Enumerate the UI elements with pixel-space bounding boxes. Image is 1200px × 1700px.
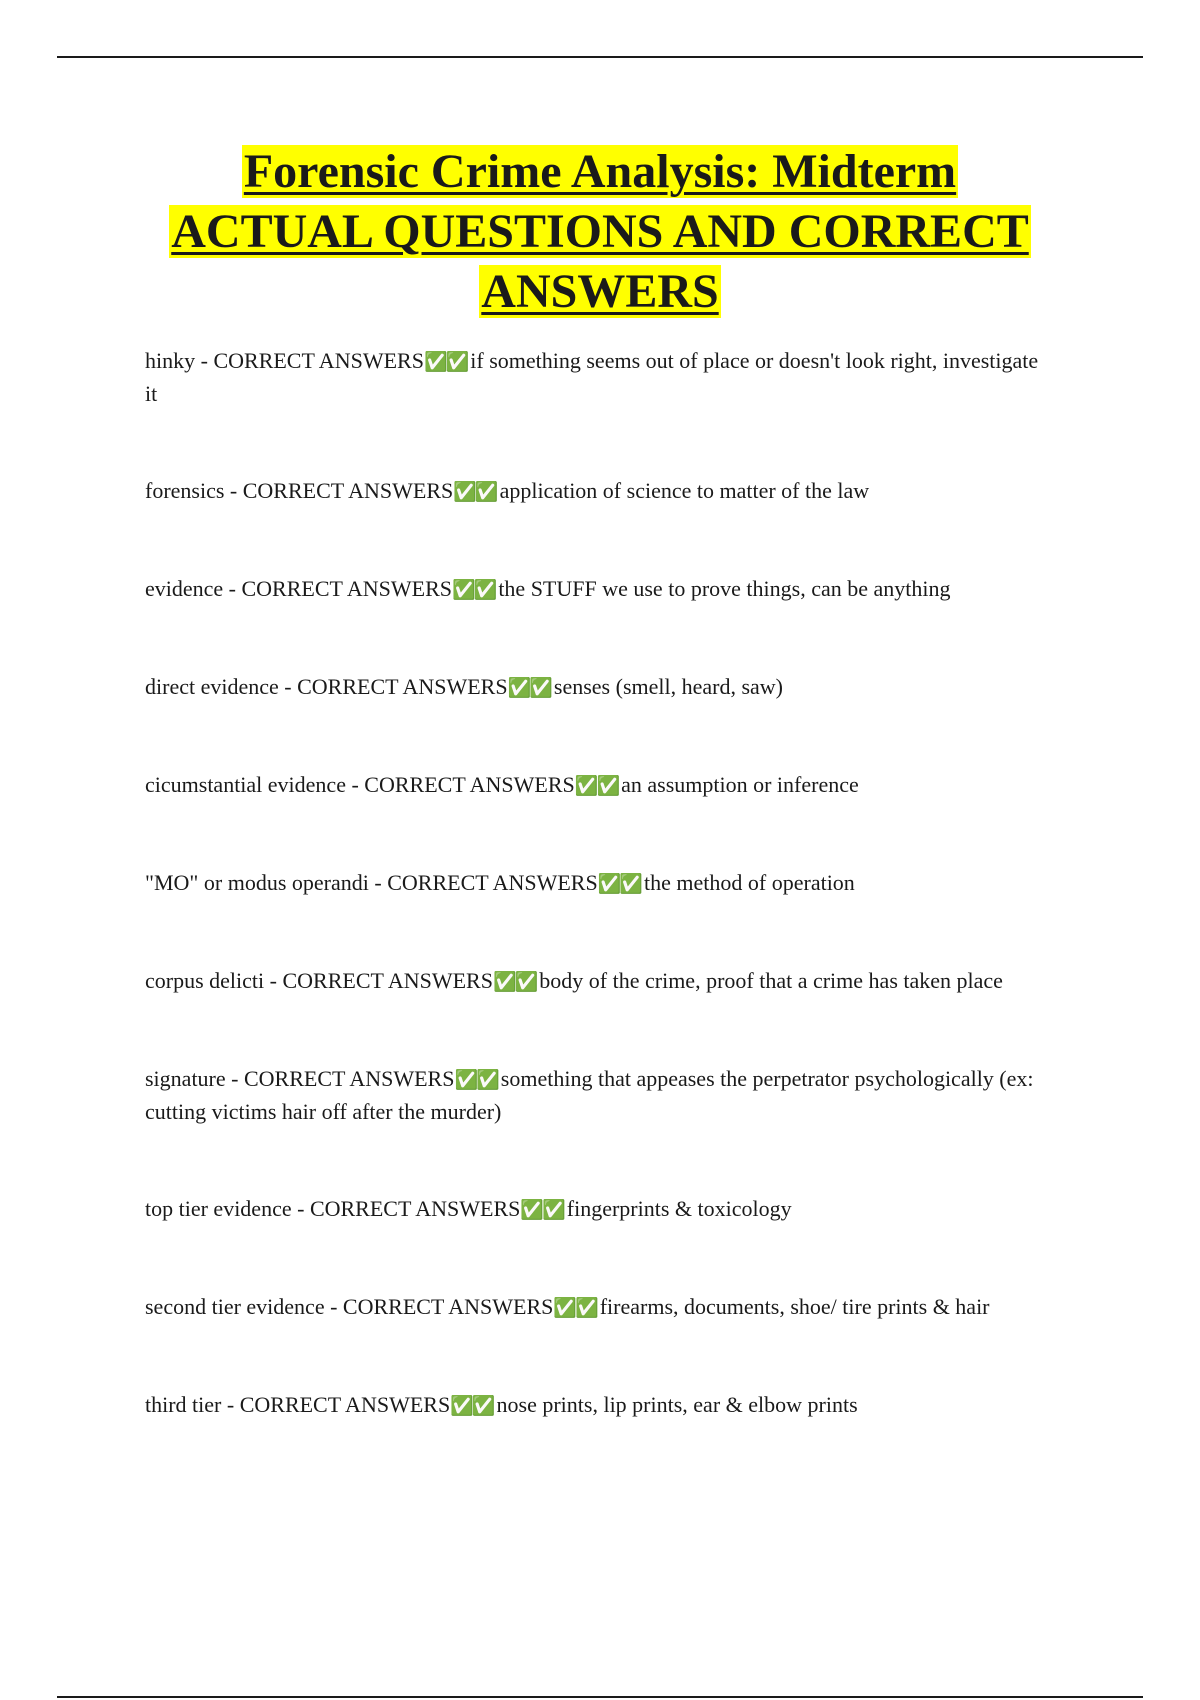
entry-answer: fingerprints & toxicology <box>566 1196 792 1221</box>
entry-marker: CORRECT ANSWERS <box>239 1392 451 1417</box>
double-check-icon: ✅✅ <box>574 775 619 797</box>
page-title <box>100 142 1100 322</box>
entry-term: cicumstantial evidence <box>145 772 346 797</box>
entry-answer: senses (smell, heard, saw) <box>553 674 784 699</box>
entry-marker: CORRECT ANSWERS <box>309 1196 521 1221</box>
entry-term: top tier evidence <box>145 1196 292 1221</box>
flashcard-entry <box>145 867 1045 900</box>
entry-marker: CORRECT ANSWERS <box>243 1066 455 1091</box>
entry-answer: nose prints, lip prints, ear & elbow prints <box>496 1392 858 1417</box>
flashcard-entry <box>145 1291 1045 1324</box>
entry-marker: CORRECT ANSWERS <box>387 870 598 895</box>
title-line-1: Forensic Crime Analysis: Midterm <box>243 145 957 198</box>
entry-term: evidence <box>145 576 224 601</box>
entry-separator: - <box>278 674 298 699</box>
flashcard-entry <box>145 345 1045 410</box>
entry-marker: CORRECT ANSWERS <box>282 968 493 993</box>
entry-answer: body of the crime, proof that a crime has taken place <box>539 968 1003 993</box>
double-check-icon: ✅✅ <box>450 1395 494 1417</box>
entry-answer: the method of operation <box>644 870 855 895</box>
entry-separator: - <box>225 1066 244 1091</box>
double-check-icon: ✅✅ <box>492 971 537 993</box>
entry-marker: CORRECT ANSWERS <box>242 478 454 503</box>
entry-marker: CORRECT ANSWERS <box>241 576 452 601</box>
entry-separator: - <box>195 348 214 373</box>
entry-separator: - <box>264 968 283 993</box>
entry-separator: - <box>291 1196 310 1221</box>
flashcard-entry <box>145 671 1045 704</box>
entry-term: third tier <box>145 1392 222 1417</box>
double-check-icon: ✅✅ <box>507 677 551 699</box>
entry-term: direct evidence <box>145 674 279 699</box>
entry-answer: if something seems out of place or doesn't look right, investigate it <box>145 348 1039 406</box>
double-check-icon: ✅✅ <box>423 351 468 373</box>
entry-term: forensics <box>145 478 225 503</box>
flashcard-entry <box>145 1193 1045 1226</box>
entry-marker: CORRECT ANSWERS <box>213 348 424 373</box>
flashcard-entry <box>145 769 1045 802</box>
double-check-icon: ✅✅ <box>453 481 497 503</box>
entry-answer: firearms, documents, shoe/ tire prints & hair <box>599 1294 990 1319</box>
entry-separator: - <box>324 1294 343 1319</box>
flashcard-entry <box>145 1389 1045 1422</box>
flashcard-entry <box>145 965 1045 998</box>
entry-term: "MO" or modus operandi <box>145 870 369 895</box>
double-check-icon: ✅✅ <box>451 579 496 601</box>
entry-marker: CORRECT ANSWERS <box>364 772 575 797</box>
title-line-3: ANSWERS <box>481 265 719 318</box>
entry-answer: something that appeases the perpetrator psychologically (ex: cutting victims hair off after the murder) <box>145 1066 1034 1124</box>
entry-separator: - <box>368 870 388 895</box>
title-line-2: ACTUAL QUESTIONS AND CORRECT <box>171 205 1029 258</box>
entry-term: hinky <box>145 348 196 373</box>
entry-term: signature <box>145 1066 226 1091</box>
entry-separator: - <box>223 576 242 601</box>
entry-term: corpus delicti <box>145 968 265 993</box>
double-check-icon: ✅✅ <box>597 873 642 895</box>
entry-separator: - <box>224 478 243 503</box>
entry-marker: CORRECT ANSWERS <box>297 674 508 699</box>
flashcard-entry <box>145 1063 1045 1128</box>
double-check-icon: ✅✅ <box>454 1069 498 1091</box>
entry-marker: CORRECT ANSWERS <box>342 1294 554 1319</box>
double-check-icon: ✅✅ <box>520 1199 564 1221</box>
entry-answer: the STUFF we use to prove things, can be anything <box>498 576 951 601</box>
entry-separator: - <box>345 772 365 797</box>
bottom-rule <box>57 1696 1143 1698</box>
entry-separator: - <box>221 1392 240 1417</box>
double-check-icon: ✅✅ <box>553 1297 597 1319</box>
entry-term: second tier evidence <box>145 1294 325 1319</box>
entry-answer: application of science to matter of the law <box>499 478 870 503</box>
top-rule <box>57 56 1143 58</box>
flashcard-list <box>145 345 1045 1487</box>
entry-answer: an assumption or inference <box>621 772 859 797</box>
flashcard-entry <box>145 573 1045 606</box>
flashcard-entry <box>145 475 1045 508</box>
